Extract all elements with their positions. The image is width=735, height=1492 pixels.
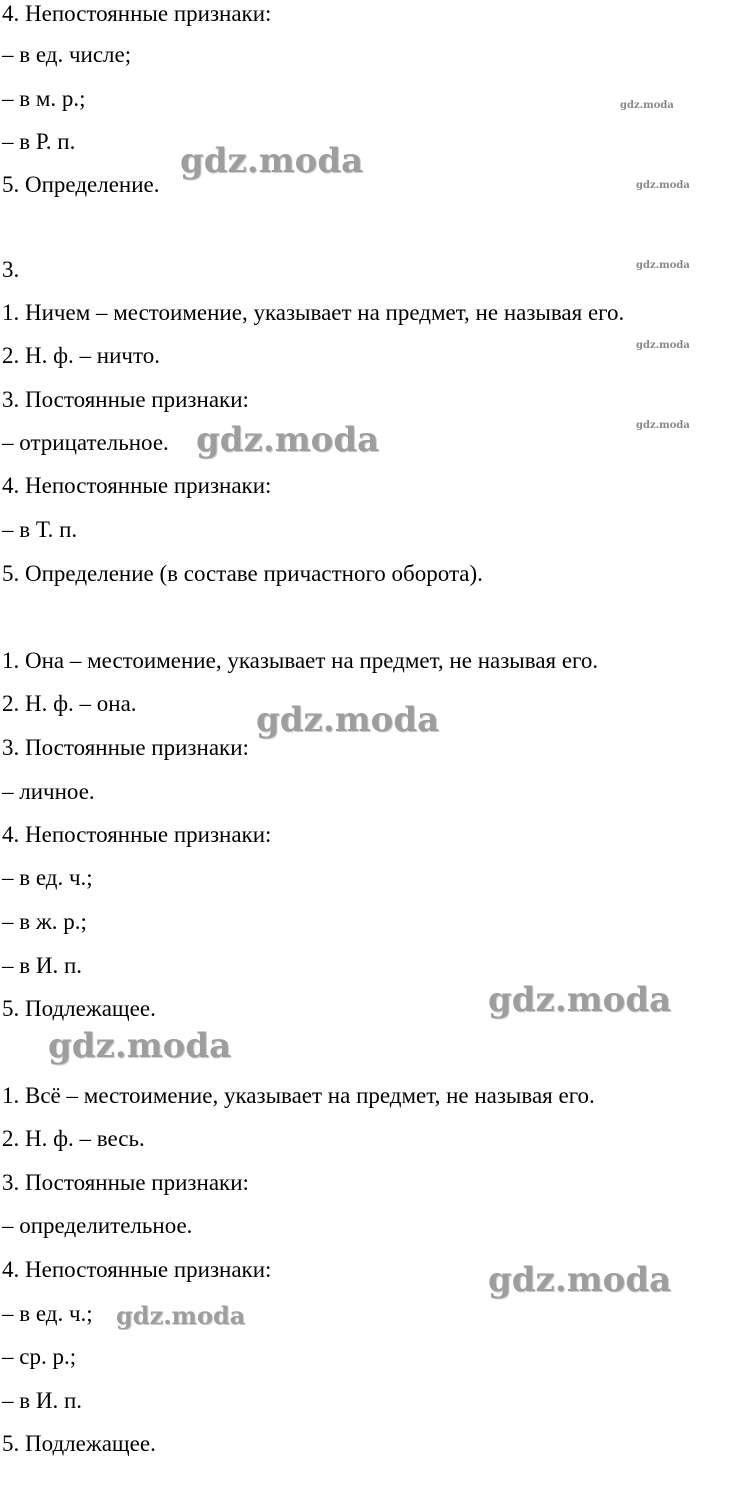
text-line: 1. Ничем – местоимение, указывает на предмет, не называя его. [2,300,625,325]
text-line: 3. Постоянные признаки: [2,735,249,760]
text-line: – в И. п. [2,1388,83,1413]
watermark-small: gdz.moda [620,100,674,111]
text-line: – личное. [2,779,95,804]
text-line: – в ед. ч.; [2,1301,93,1326]
text-line: 5. Определение (в составе причастного оборота). [2,561,483,586]
watermark-small: gdz.moda [636,340,690,351]
text-line: – отрицательное. [2,430,169,455]
text-line: – в ед. числе; [2,42,132,67]
text-line: – ср. р.; [2,1344,77,1369]
text-line: – в И. п. [2,953,83,978]
watermark-small: gdz.moda [636,420,690,431]
watermark-big: gdz.moda [196,420,380,460]
text-line: 3. Постоянные признаки: [2,387,249,412]
text-line: 4. Непостоянные признаки: [2,822,272,847]
watermark-big: gdz.moda [488,980,672,1020]
text-line: 4. Непостоянные признаки: [2,1,272,26]
text-line: 1. Она – местоимение, указывает на предмет, не называя его. [2,648,599,673]
text-line: – определительное. [2,1213,193,1238]
text-line: 2. Н. ф. – ничто. [2,343,160,368]
text-line: 4. Непостоянные признаки: [2,473,272,498]
text-line: 3. Постоянные признаки: [2,1170,249,1195]
watermark-big: gdz.moda [488,1260,672,1300]
text-line: 5. Подлежащее. [2,1431,156,1456]
watermark-big: gdz.moda [116,1301,246,1330]
watermark-big: gdz.moda [48,1026,232,1066]
text-line: 5. Определение. [2,172,160,197]
watermark-big: gdz.moda [180,141,364,181]
text-line: 4. Непостоянные признаки: [2,1257,272,1282]
text-line: – в ж. р.; [2,909,87,934]
text-line: 1. Всё – местоимение, указывает на предмет, не называя его. [2,1083,595,1108]
text-line: – в ед. ч.; [2,865,93,890]
text-line: 5. Подлежащее. [2,996,156,1021]
section-number: 3. [2,257,20,282]
watermark-big: gdz.moda [256,700,440,740]
text-line: – в м. р.; [2,86,86,111]
watermark-small: gdz.moda [636,260,690,271]
watermark-small: gdz.moda [636,180,690,191]
text-line: – в Т. п. [2,517,78,542]
text-line: 2. Н. ф. – она. [2,691,137,716]
text-line: 2. Н. ф. – весь. [2,1126,145,1151]
text-line: – в Р. п. [2,129,76,154]
